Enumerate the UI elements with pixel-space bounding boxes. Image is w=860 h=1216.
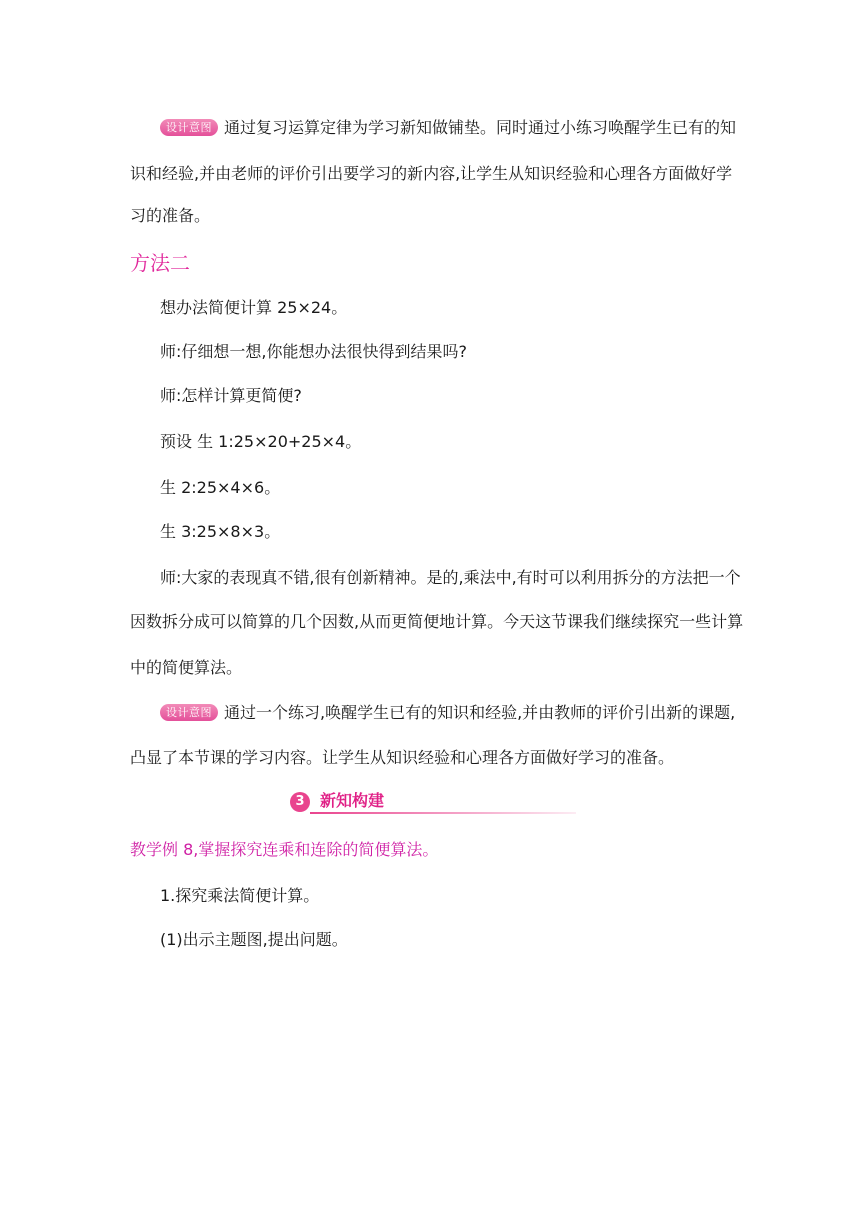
design-intent-badge: 设计意图 [160, 119, 218, 136]
preset-student-3: 生 3:25×8×3。 [160, 522, 281, 541]
teacher-summary-line3: 中的简便算法。 [130, 658, 243, 677]
intent2-line1: 通过一个练习,唤醒学生已有的知识和经验,并由教师的评价引出新的课题, [224, 703, 736, 722]
design-intent-paragraph-2 [160, 703, 735, 723]
section-underline [310, 812, 576, 814]
step-1: 1.探究乘法简便计算。 [160, 886, 320, 905]
intent2-line2: 凸显了本节课的学习内容。让学生从知识经验和心理各方面做好学习的准备。 [130, 748, 675, 767]
step-1-sub: (1)出示主题图,提出问题。 [160, 930, 348, 949]
intent1-line3: 习的准备。 [130, 206, 211, 225]
example-line: 教学例 8,掌握探究连乘和连除的简便算法。 [130, 840, 439, 859]
design-intent-paragraph-1 [160, 118, 736, 138]
task-line: 想办法简便计算 25×24。 [160, 298, 348, 317]
intent1-line2: 识和经验,并由老师的评价引出要学习的新内容,让学生从知识经验和心理各方面做好学 [130, 164, 733, 183]
teacher-question-2: 师:怎样计算更简便? [160, 386, 302, 405]
teacher-summary-line1: 师:大家的表现真不错,很有创新精神。是的,乘法中,有时可以利用拆分的方法把一个 [160, 568, 741, 587]
teacher-summary-line2: 因数拆分成可以简算的几个因数,从而更简便地计算。今天这节课我们继续探究一些计算 [130, 612, 744, 631]
section-header [290, 788, 580, 816]
section-title: 新知构建 [320, 791, 385, 810]
design-intent-badge: 设计意图 [160, 704, 218, 721]
preset-student-1: 预设 生 1:25×20+25×4。 [160, 432, 362, 451]
method-heading: 方法二 [130, 251, 190, 275]
section-number-icon: 3 [290, 792, 310, 812]
intent1-line1: 通过复习运算定律为学习新知做铺垫。同时通过小练习唤醒学生已有的知 [224, 118, 737, 137]
preset-student-2: 生 2:25×4×6。 [160, 478, 281, 497]
teacher-question-1: 师:仔细想一想,你能想办法很快得到结果吗? [160, 342, 467, 361]
